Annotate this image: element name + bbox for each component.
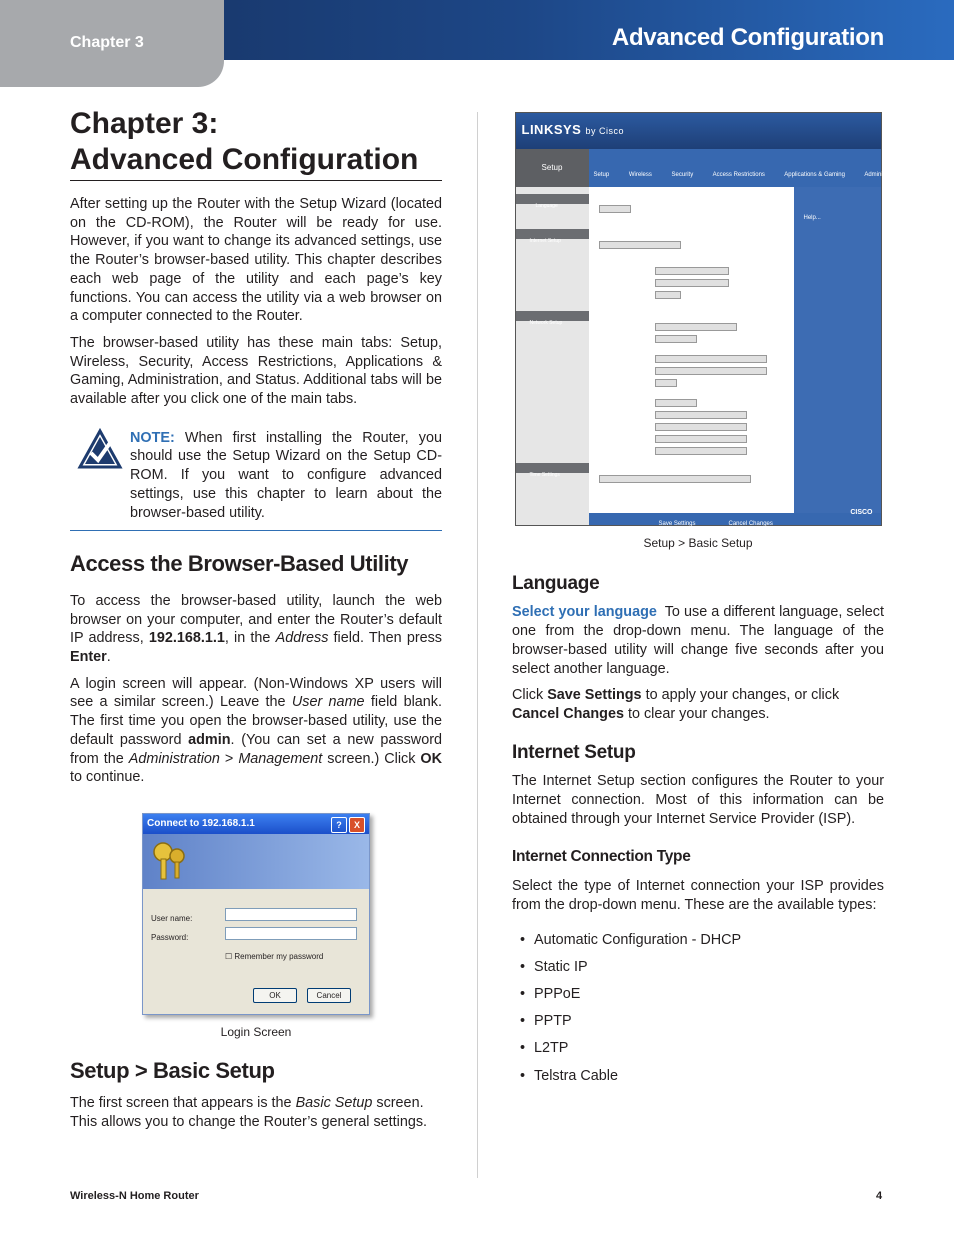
chapter-title: [70, 106, 442, 181]
list-item: • Telstra Cable: [512, 1067, 884, 1086]
router-tab[interactable]: Access Restrictions: [712, 172, 765, 178]
router-main: [589, 187, 794, 513]
connection-type-select[interactable]: [599, 241, 681, 249]
max-users-input[interactable]: [655, 379, 677, 387]
setup-paragraph: The first screen that appears is the Basic Setup screen. This allows you to change the Router’s general settings.: [70, 1095, 428, 1131]
lease-time-input[interactable]: [655, 399, 697, 407]
list-item: • L2TP: [512, 1039, 884, 1058]
header-title: Advanced Configuration: [611, 24, 884, 51]
username-input[interactable]: [225, 908, 357, 921]
ok-button[interactable]: OK: [253, 988, 297, 1003]
router-tab[interactable]: Administration: [864, 172, 903, 178]
host-name-input[interactable]: [655, 267, 729, 275]
connection-types-list: [512, 931, 884, 1086]
mtu-select[interactable]: [655, 291, 681, 299]
help-icon: ?: [331, 817, 347, 833]
language-paragraph: Select your language To use a different language, select one from the drop-down menu. The language of the browser-based utility will change five seconds after you select another language.: [512, 604, 884, 677]
domain-name-input[interactable]: [655, 279, 729, 287]
start-ip-input[interactable]: [655, 367, 767, 375]
access-heading: Access the Browser-Based Utility: [70, 551, 409, 577]
list-item: • Static IP: [512, 958, 884, 977]
access-paragraph-1: To access the browser-based utility, launch the web browser on your computer, and enter the Router’s default IP address, 192.168.1.1, in the Address field. Then press Enter.: [70, 592, 443, 666]
router-help-link[interactable]: Help...: [803, 215, 821, 221]
router-tab[interactable]: Applications & Gaming: [784, 172, 845, 178]
list-item: • PPTP: [512, 1012, 884, 1031]
router-bottom-bar: [589, 513, 881, 525]
save-settings-button[interactable]: Save Settings: [658, 521, 696, 527]
linksys-logo: LINKSYS by Cisco: [521, 122, 624, 137]
login-titlebar: Connect to 192.168.1.1 ? X: [143, 814, 369, 834]
close-icon: X: [349, 817, 365, 833]
keys-banner: [143, 834, 369, 889]
header-chapter: Chapter 3: [70, 34, 144, 51]
language-select[interactable]: [599, 205, 631, 213]
right-column: [512, 112, 940, 1094]
router-section-time: Time Settings: [516, 463, 589, 473]
router-topbar: [516, 113, 881, 149]
wins-input[interactable]: [655, 447, 747, 455]
login-screenshot: [142, 813, 370, 1015]
dhcp-server-radio[interactable]: [655, 355, 767, 363]
router-tab[interactable]: Status: [922, 172, 940, 178]
time-zone-select[interactable]: [599, 475, 751, 483]
note-box: [70, 429, 442, 532]
router-section-network: Network Setup: [516, 311, 589, 321]
internet-setup-heading: Internet Setup: [512, 741, 636, 763]
router-setup-label: Setup: [516, 149, 589, 187]
cancel-button[interactable]: Cancel: [307, 988, 351, 1003]
password-input[interactable]: [225, 927, 357, 940]
router-caption: Setup > Basic Setup: [643, 536, 753, 550]
router-tab[interactable]: Wireless: [628, 172, 652, 178]
note-text: When first installing the Router, you should use the Setup Wizard on the Setup CD-ROM. If you want to configure advanced settings, use this chapter to learn about the browser-based utility.: [130, 429, 442, 521]
chapter-title-line1: Chapter 3:: [70, 107, 219, 140]
router-help-panel: [794, 187, 881, 513]
router-section-internet: Internet Setup: [516, 229, 589, 239]
password-label: Password:: [151, 932, 189, 942]
router-tabs: [594, 166, 957, 185]
checkmark-icon: [78, 429, 122, 469]
setup-heading: Setup > Basic Setup: [70, 1057, 275, 1083]
list-item: • Automatic Configuration - DHCP: [512, 931, 884, 950]
connection-type-heading: Internet Connection Type: [512, 848, 691, 866]
column-divider: [477, 112, 478, 1178]
router-section-language: Language: [516, 194, 589, 204]
username-label: User name:: [151, 913, 193, 923]
language-heading: Language: [512, 572, 600, 594]
login-caption: Login Screen: [220, 1024, 292, 1039]
internet-setup-paragraph: The Internet Setup section configures the Router to your Internet connection. Most of this information can be obtained through your Internet Service Provider (ISP).: [512, 773, 884, 827]
note-label: NOTE:: [130, 429, 175, 446]
router-tab[interactable]: Setup: [593, 172, 610, 178]
remember-checkbox[interactable]: ☐ Remember my password: [225, 951, 324, 961]
subnet-select[interactable]: [655, 335, 697, 343]
language-paragraph-2: Click Save Settings to apply your changes, or click Cancel Changes to clear your changes.: [512, 687, 840, 722]
connection-type-paragraph: Select the type of Internet connection your ISP provides from the drop-down menu. These are the available types:: [512, 878, 884, 913]
footer-product: Wireless-N Home Router: [70, 1190, 199, 1202]
dns1-input[interactable]: [655, 411, 747, 419]
cisco-logo: CISCO: [850, 509, 873, 516]
dns3-input[interactable]: [655, 435, 747, 443]
access-paragraph-2: A login screen will appear. (Non-Windows XP users will see a similar screen.) Leave the User name field blank. The first time you open the browser-based utility, use the default password admin. (You can set a new password from the Administration > Management screen.) Click OK to continue.: [70, 675, 443, 786]
list-item: • PPPoE: [512, 985, 884, 1004]
router-screenshot: [515, 112, 940, 527]
router-tab[interactable]: Security: [671, 172, 694, 178]
chapter-title-line2: Advanced Configuration: [70, 143, 419, 176]
intro-paragraph-2: The browser-based utility has these main tabs: Setup, Wireless, Security, Access Restrictions, Applications & Gaming, Administration, and Status. Additional tabs will be available after you click one of the main tabs.: [70, 334, 442, 408]
keys-icon: [143, 834, 203, 884]
page-number: 4: [876, 1190, 883, 1202]
dns2-input[interactable]: [655, 423, 747, 431]
left-column: [70, 106, 442, 1140]
intro-paragraph-1: After setting up the Router with the Setup Wizard (located on the CD-ROM), the Router will be ready for use. However, if you want to change its advanced settings, use the Router’s browser-based utility. This chapter describes each web page of the utility and each page’s key functions. You can access the utility via a web browser on a computer connected to the Router.: [70, 196, 442, 325]
cancel-changes-button[interactable]: Cancel Changes: [728, 521, 773, 527]
local-ip-input[interactable]: [655, 323, 737, 331]
